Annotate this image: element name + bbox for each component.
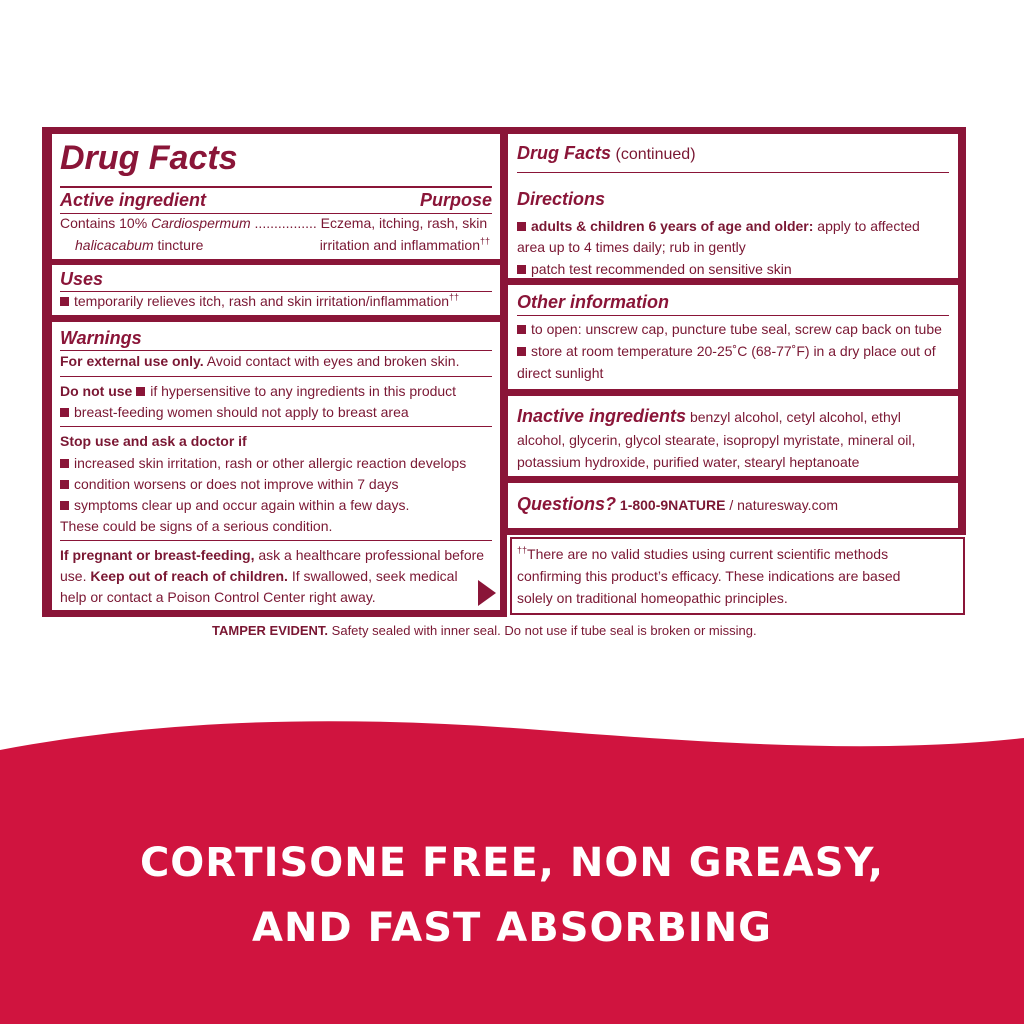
directions-adults-line1: adults & children 6 years of age and older: apply to affected — [517, 215, 920, 237]
warnings-divider-3 — [60, 540, 492, 541]
bullet-square — [517, 347, 526, 356]
uses-item: temporarily relieves itch, rash and skin irritation/inflammation†† — [60, 290, 459, 312]
pregnant-line: If pregnant or breast-feeding, ask a healthcare professional before — [60, 547, 485, 563]
stop-use-note: These could be signs of a serious condition. — [60, 518, 333, 534]
tamper-evident-line: TAMPER EVIDENT. Safety sealed with inner seal. Do not use if tube seal is broken or missing. — [212, 623, 757, 638]
active-ingredient-line2: halicacabum tincture — [75, 237, 204, 253]
other-item-2-line2: direct sunlight — [517, 365, 604, 381]
bullet-square — [517, 265, 526, 274]
continue-arrow-icon — [478, 580, 496, 606]
banner-line-2: AND FAST ABSORBING — [251, 905, 772, 951]
bullet-square — [60, 501, 69, 510]
warnings-panel — [52, 322, 500, 610]
directions-patch-test: patch test recommended on sensitive skin — [517, 258, 792, 280]
directions-panel — [508, 134, 958, 278]
inactive-line2: alcohol, glycerin, glycol stearate, isopropyl myristate, mineral oil, — [517, 432, 916, 448]
active-ingredient-panel — [52, 134, 500, 259]
bullet-square — [60, 459, 69, 468]
active-ingredient-heading: Active ingredient — [60, 190, 207, 210]
footnote-line2: confirming this product’s efficacy. These indications are based — [517, 568, 901, 584]
bullet-square — [136, 387, 145, 396]
bullet-square — [60, 297, 69, 306]
other-rule — [517, 315, 949, 316]
stop-use-item-1: increased skin irritation, rash or other allergic reaction develops — [60, 452, 466, 474]
footnote-line3: solely on traditional homeopathic principles. — [517, 590, 788, 606]
stop-use-heading: Stop use and ask a doctor if — [60, 433, 247, 449]
do-not-use-line2: breast-feeding women should not apply to breast area — [60, 401, 409, 423]
stop-use-item-3: symptoms clear up and occur again within a few days. — [60, 494, 409, 516]
other-information-panel — [508, 285, 958, 389]
banner-line-1: CORTISONE FREE, NON GREASY, — [139, 840, 885, 886]
bullet-square — [60, 408, 69, 417]
other-item-1: to open: unscrew cap, puncture tube seal, screw cap back on tube — [517, 318, 942, 340]
purpose-heading: Purpose — [419, 190, 492, 210]
inactive-line3: potassium hydroxide, purified water, stearyl heptanoate — [517, 454, 860, 470]
uses-panel — [52, 265, 500, 315]
warnings-divider-1 — [60, 376, 492, 377]
continued-title: Drug Facts (continued) — [517, 143, 696, 163]
active-ingredient-line1: Contains 10% Cardiospermum ................ Eczema, itching, rash, skin — [60, 215, 488, 231]
footnote-line1: ††There are no valid studies using current scientific methods — [517, 545, 889, 562]
footnote-box — [510, 537, 965, 615]
drug-facts-title: Drug Facts — [60, 139, 238, 177]
directions-adults-line2: area up to 4 times daily; rub in gently — [517, 239, 746, 255]
bullet-square — [517, 325, 526, 334]
external-use-line: For external use only. Avoid contact with eyes and broken skin. — [60, 353, 460, 369]
warnings-divider-2 — [60, 426, 492, 427]
bullet-square — [517, 222, 526, 231]
uses-heading: Uses — [60, 269, 104, 289]
other-item-2-line1: store at room temperature 20-25˚C (68-77˚F) in a dry place out of — [517, 340, 936, 362]
help-line: help or contact a Poison Control Center right away. — [60, 589, 376, 605]
directions-heading: Directions — [517, 189, 606, 209]
questions-panel — [508, 483, 958, 528]
questions-line: Questions? 1-800-9NATURE / naturesway.com — [517, 494, 839, 514]
inactive-ingredients-panel — [508, 396, 958, 476]
continued-rule — [517, 172, 949, 173]
warnings-heading: Warnings — [60, 328, 142, 348]
stop-use-item-2: condition worsens or does not improve within 7 days — [60, 473, 399, 495]
purpose-line2: irritation and inflammation†† — [319, 236, 490, 253]
bullet-square — [60, 480, 69, 489]
inactive-line1: Inactive ingredients benzyl alcohol, cetyl alcohol, ethyl — [517, 406, 901, 426]
other-information-heading: Other information — [517, 292, 669, 312]
keep-out-line: use. Keep out of reach of children. If swallowed, seek medical — [60, 568, 458, 584]
do-not-use-line1: Do not use if hypersensitive to any ingredients in this product — [60, 383, 457, 399]
